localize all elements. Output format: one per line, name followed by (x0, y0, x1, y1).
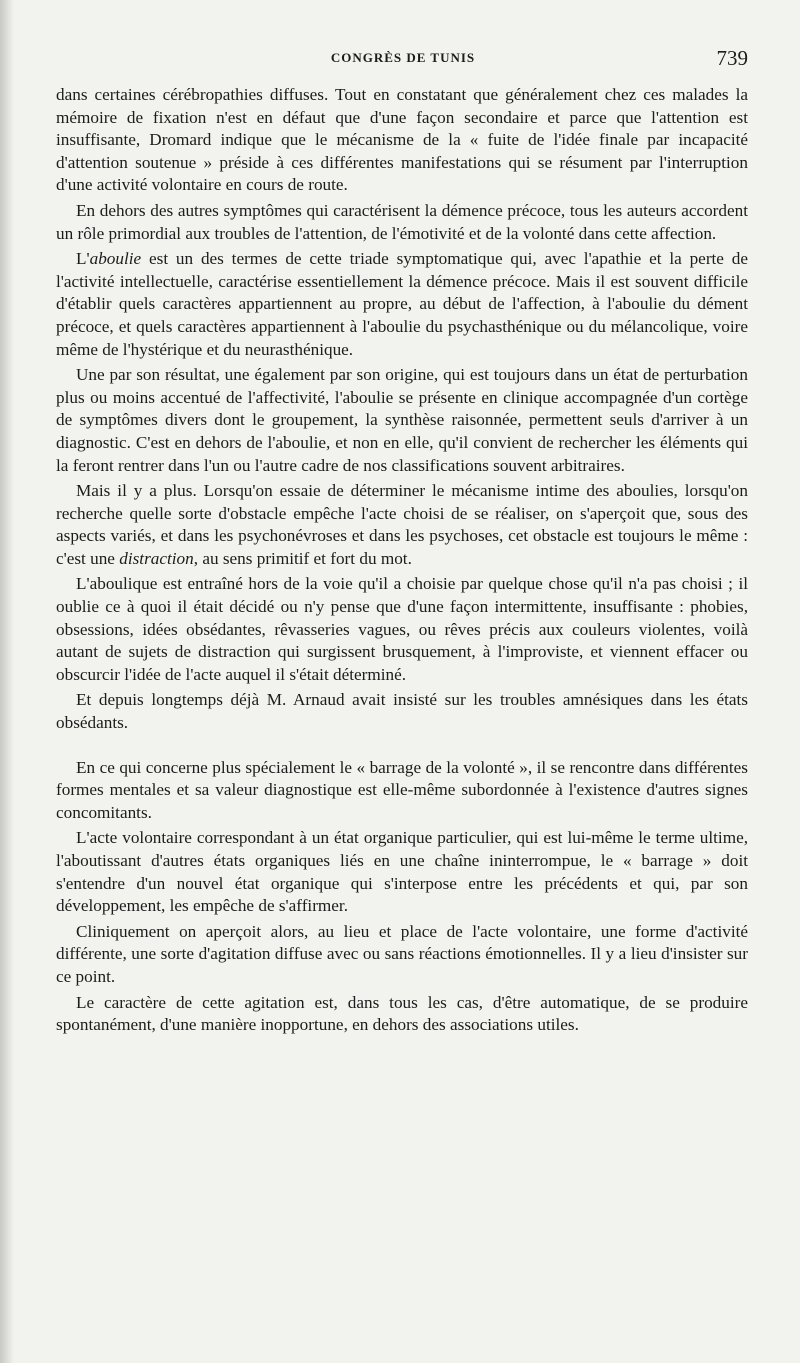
paragraph: En ce qui concerne plus spécialement le « barrage de la volonté », il se rencontre dans différentes formes mentales et sa valeur diagnostique est elle-même subordonnée à l'existence d'autres signes concomitants. (56, 757, 748, 822)
paragraph: Et depuis longtemps déjà M. Arnaud avait insisté sur les troubles amnésiques dans les états obsédants. (56, 690, 748, 733)
paragraph (56, 248, 748, 361)
paragraph: L'aboulique est entraîné hors de la voie qu'il a choisie par quelque chose qu'il n'a pas choisi ; il oublie ce à quoi il était décidé ou n'y pense que d'une façon intermittente, insuffisante : phobies, obsessions, idées obsédantes, rêvasseries vagues, ou rêves précis aux couleurs violentes, voilà autant de sujets de distraction qui surgissent brusquement, à l'improviste, et viennent effacer ou obscurcir l'idée de l'acte auquel il s'était déterminé. (56, 574, 748, 684)
paragraph: Cliniquement on aperçoit alors, au lieu et place de l'acte volontaire, une forme d'activité différente, une sorte d'agitation diffuse avec ou sans réactions émotionnelles. Il y a lieu d'insister sur ce point. (56, 921, 748, 986)
paragraph-text: L' (76, 249, 90, 269)
emphasized-term: distraction (119, 548, 194, 568)
paragraph-text: , au sens primitif et fort du mot. (193, 548, 412, 568)
running-title: CONGRÈS DE TUNIS (330, 50, 476, 65)
page-header (58, 46, 748, 76)
paragraph: L'acte volontaire correspondant à un état organique particulier, qui est lui-même le terme ultime, l'aboutissant d'autres états organiques liés en une chaîne ininterrompue, le « barrage » doit s'entendre d'un nouvel état organique qui s'interpose entre les précédents et qui, par son développement, les empêche de s'affirmer. (56, 828, 748, 916)
paragraph-text: Mais il y a plus. Lorsqu'on essaie de déterminer le mécanisme intime des aboulies, lorsqu'on recherche quelle sorte d'obstacle empêche l'acte choisi de se réaliser, on s'aperçoit que, sous des aspects variés, et dans les psychonévroses et dans les psychoses, cet obstacle est toujours le même : c'est une (56, 481, 748, 568)
paragraph-text: est un des termes de cette triade symptomatique qui, avec l'apathie et la perte de l'activité intellectuelle, caractérise essentiellement la démence précoce. Mais il est souvent difficile d'établir quels caractères appartiennent au propre, au début de l'affection, à l'aboulie du dément précoce, et quels caractères appartiennent à l'aboulie du psychasthénique ou du mélancolique, voire même de l'hystérique et du neurasthénique. (56, 249, 748, 359)
paragraph: Le caractère de cette agitation est, dans tous les cas, d'être automatique, de se produire spontanément, d'une manière inopportune, en dehors des associations utiles. (56, 992, 748, 1035)
paragraph (56, 480, 748, 570)
body-text (56, 84, 748, 1040)
paragraph: Une par son résultat, une également par son origine, qui est toujours dans un état de perturbation plus ou moins accentué de l'affectivité, l'aboulie se présente en clinique accompagnée d'un cortège de symptômes divers dont le groupement, la synthèse raisonnée, permettent seuls d'arriver à un diagnostic. C'est en dehors de l'aboulie, et non en elle, qu'il convient de rechercher les éléments qui la feront rentrer dans l'un ou l'autre cadre de nos classifications souvent arbitraires. (56, 365, 748, 475)
page-number: 739 (716, 46, 748, 70)
emphasized-term: aboulie (89, 249, 142, 269)
paragraph: dans certaines cérébropathies diffuses. Tout en constatant que généralement chez ces malades la mémoire de fixation n'est en défaut que d'une façon secondaire et parce que l'attention est insuffisante, Dromard indique que le mécanisme de la « fuite de l'idée finale par incapacité d'attention soutenue » préside à ces différentes manifestations qui se résument par l'interruption d'une activité volontaire en cours de route. (56, 85, 748, 195)
page-gutter-shadow (0, 0, 14, 1363)
paragraph: En dehors des autres symptômes qui caractérisent la démence précoce, tous les auteurs accordent un rôle primordial aux troubles de l'attention, de l'émotivité et de la volonté dans cette affection. (56, 200, 748, 243)
